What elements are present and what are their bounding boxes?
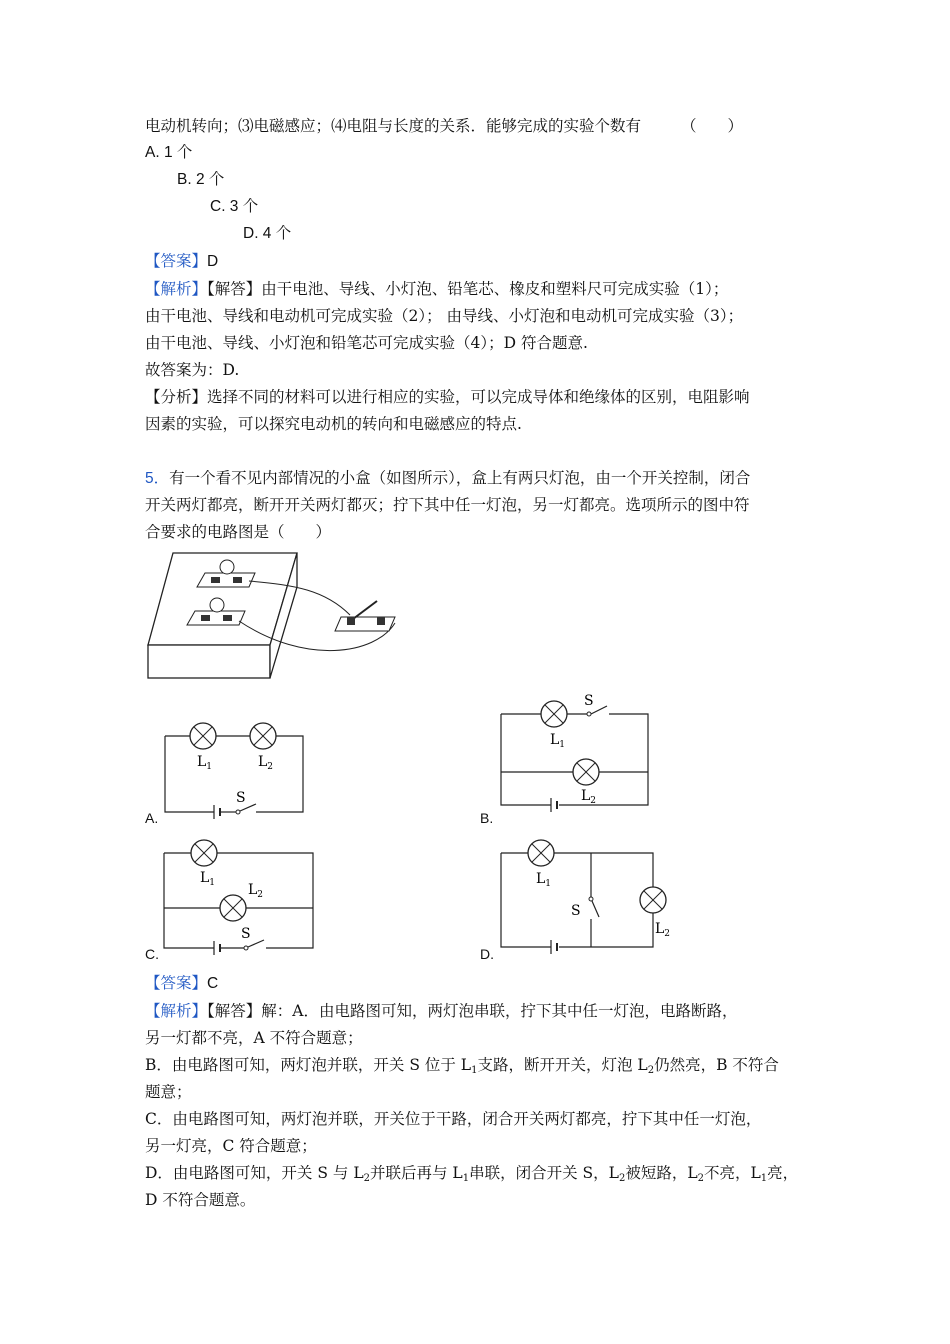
q5-analysis-line-5: C．由电路图可知，两灯泡并联，开关位于干路，闭合开关两灯都亮，拧下其中任一灯泡， bbox=[145, 1110, 762, 1128]
q4-answer: 【答案】D bbox=[145, 252, 219, 270]
q4-analysis-line-2: 由干电池、导线和电动机可完成实验（2）； 由导线、小灯泡和电动机可完成实验（3）； bbox=[145, 307, 744, 325]
label-l2: $L_2$ bbox=[258, 754, 274, 772]
q4-analysis-line-3: 由干电池、导线、小灯泡和铅笔芯可完成实验（4）；D 符合题意. bbox=[145, 334, 588, 352]
q5-analysis-line-6: 另一灯亮，C 符合题意； bbox=[145, 1137, 317, 1155]
q5-stem-line-1: 5．有一个看不见内部情况的小盒（如图所示），盒上有两只灯泡，由一个开关控制，闭合 bbox=[145, 469, 751, 487]
label-s: S bbox=[571, 903, 581, 919]
circuit-b bbox=[495, 688, 655, 813]
q4-option-a: A. 1 个 bbox=[145, 144, 193, 161]
label-l2: $L_2$ bbox=[248, 882, 264, 900]
q4-analysis-line-6: 因素的实验，可以探究电动机的转向和电磁感应的特点. bbox=[145, 415, 522, 433]
label-l1: $L_1$ bbox=[536, 871, 552, 889]
option-b-label: B. bbox=[480, 810, 494, 826]
label-s: S bbox=[584, 693, 594, 709]
q5-analysis-line-7: D．由电路图可知，开关 S 与 $L_2$并联后再与 $L_1$串联，闭合开关 S，$L_2$被短路，$L_2$不亮，$L_1$亮， bbox=[145, 1164, 799, 1184]
circuit-d bbox=[495, 835, 677, 960]
q4-analysis-line-1: 【解析】【解答】由干电池、导线、小灯泡、铅笔芯、橡皮和塑料尺可完成实验（1）； bbox=[145, 280, 729, 298]
option-d-label: D. bbox=[480, 946, 494, 962]
label-l1: $L_1$ bbox=[197, 754, 213, 772]
box-figure bbox=[145, 545, 405, 685]
label-l2: $L_2$ bbox=[581, 788, 597, 806]
label-l1: $L_1$ bbox=[550, 732, 566, 750]
q5-analysis-line-3: B．由电路图可知，两灯泡并联，开关 S 位于 $L_1$支路，断开开关，灯泡 $L_2$仍然亮，B 不符合 bbox=[145, 1056, 779, 1076]
q5-answer: 【答案】C bbox=[145, 974, 219, 992]
q5-analysis-line-2: 另一灯都不亮，A 不符合题意； bbox=[145, 1029, 363, 1047]
q5-stem-line-3: 合要求的电路图是（ ） bbox=[145, 523, 332, 541]
option-c-label: C. bbox=[145, 946, 159, 962]
q4-option-b: B. 2 个 bbox=[177, 171, 225, 188]
label-s: S bbox=[236, 790, 246, 806]
q5-analysis-line-4: 题意； bbox=[145, 1083, 192, 1101]
option-a-label: A. bbox=[145, 810, 159, 826]
q5-analysis-line-8: D 不符合题意。 bbox=[145, 1191, 256, 1209]
label-l1: $L_1$ bbox=[200, 870, 216, 888]
q4-analysis-line-4: 故答案为：D. bbox=[145, 361, 240, 379]
circuit-c bbox=[158, 838, 320, 958]
q4-option-c: C. 3 个 bbox=[210, 198, 259, 215]
q4-stem-tail: 电动机转向；⑶电磁感应；⑷电阻与长度的关系．能够完成的实验个数有 （ ） bbox=[145, 117, 744, 135]
circuit-a bbox=[160, 712, 310, 822]
q5-analysis-line-1: 【解析】【解答】解：A．由电路图可知，两灯泡串联，拧下其中任一灯泡，电路断路， bbox=[145, 1002, 738, 1020]
q4-analysis-line-5: 【分析】选择不同的材料可以进行相应的实验，可以完成导体和绝缘体的区别，电阻影响 bbox=[145, 388, 750, 406]
label-s: S bbox=[241, 926, 251, 942]
q5-stem-line-2: 开关两灯都亮，断开开关两灯都灭；拧下其中任一灯泡，另一灯都亮。选项所示的图中符 bbox=[145, 496, 750, 514]
q4-option-d: D. 4 个 bbox=[243, 225, 292, 242]
label-l2: $L_2$ bbox=[655, 921, 671, 939]
